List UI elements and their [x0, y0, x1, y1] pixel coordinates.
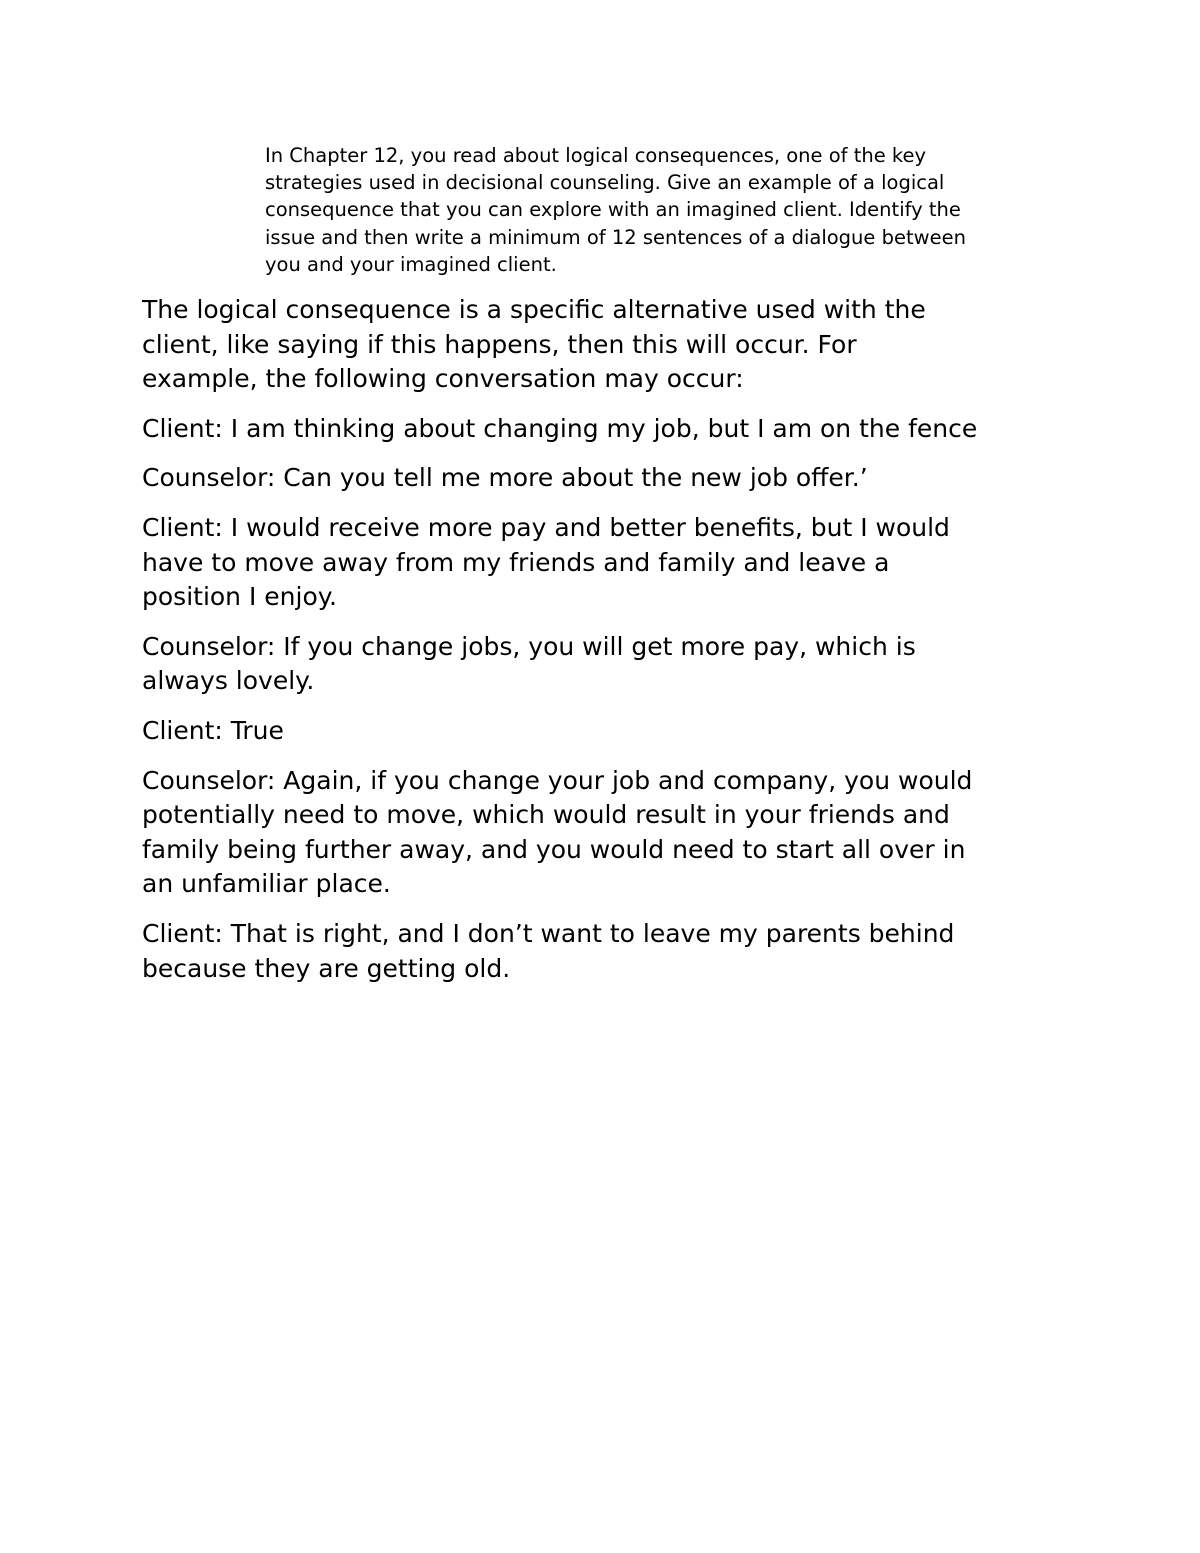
intro-paragraph	[142, 293, 1082, 397]
prompt-line: strategies used in decisional counseling. Give an example of a logical	[265, 171, 945, 195]
text-line: Client: True	[142, 715, 284, 745]
text-line: Counselor: Again, if you change your job and company, you would	[142, 765, 973, 795]
text-line: because they are getting old.	[142, 953, 511, 983]
text-line: Counselor: Can you tell me more about the new job offer.’	[142, 463, 868, 493]
text-line: family being further away, and you would need to start all over in	[142, 834, 966, 864]
dialogue-counselor-2	[142, 630, 1082, 699]
dialogue-counselor-1	[142, 461, 1082, 496]
prompt-line: In Chapter 12, you read about logical consequences, one of the key	[265, 144, 927, 167]
text-line: client, like saying if this happens, then this will occur. For	[142, 329, 857, 359]
text-line: example, the following conversation may occur:	[142, 364, 744, 394]
text-line: have to move away from my friends and family and leave a	[142, 547, 890, 577]
dialogue-client-2	[142, 511, 1082, 615]
text-line: position I enjoy.	[142, 582, 337, 612]
text-line: an unfamiliar place.	[142, 869, 391, 899]
text-line: Client: I am thinking about changing my job, but I am on the fence	[142, 413, 978, 443]
response-body	[142, 293, 1082, 1001]
text-line: potentially need to move, which would result in your friends and	[142, 800, 950, 830]
prompt-line: consequence that you can explore with an imagined client. Identify the	[265, 198, 961, 222]
dialogue-counselor-3	[142, 764, 1082, 902]
prompt-line: you and your imagined client.	[265, 252, 557, 276]
text-line: Client: That is right, and I don’t want to leave my parents behind	[142, 918, 955, 948]
dialogue-client-3	[142, 714, 1082, 749]
text-line: Counselor: If you change jobs, you will get more pay, which is	[142, 631, 916, 661]
assignment-prompt	[265, 142, 1065, 278]
dialogue-client-4	[142, 917, 1082, 986]
text-line: always lovely.	[142, 666, 315, 696]
text-line: Client: I would receive more pay and better benefits, but I would	[142, 512, 950, 542]
text-line: The logical consequence is a specific alternative used with the	[142, 295, 926, 324]
prompt-line: issue and then write a minimum of 12 sentences of a dialogue between	[265, 225, 966, 249]
dialogue-client-1	[142, 412, 1082, 447]
